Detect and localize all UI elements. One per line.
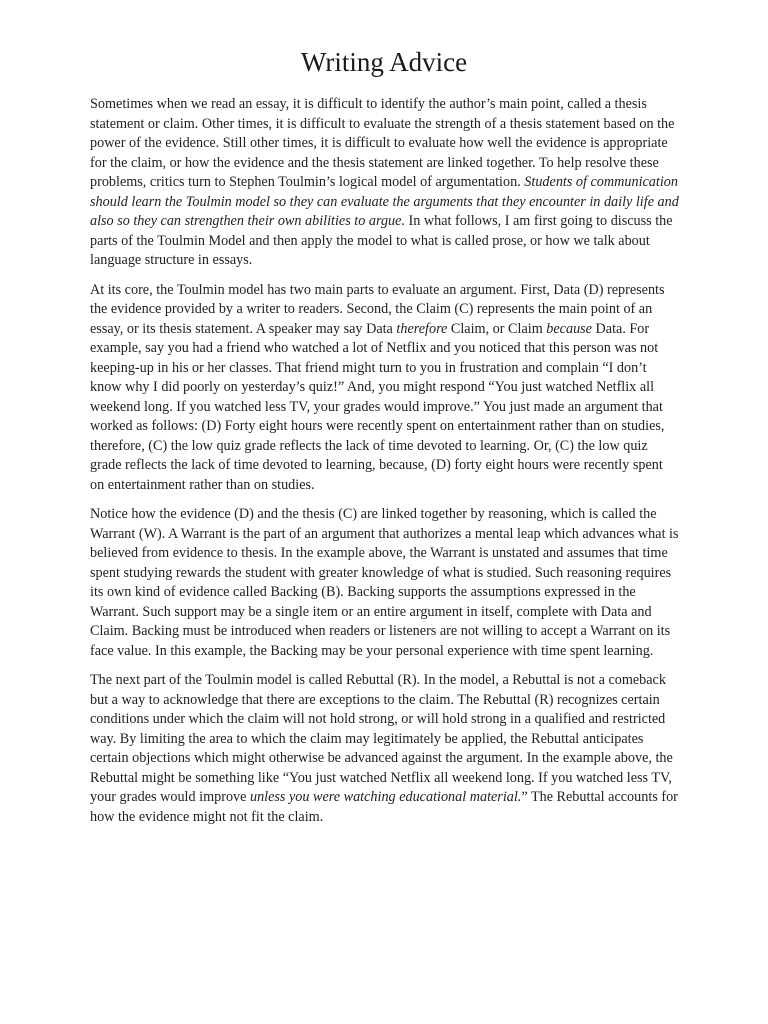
paragraph-text: Notice how the evidence (D) and the thesis (C) are linked together by reasoning, which is called the Warrant (W). A Warrant is the part of an argument that authorizes a mental leap which advances what is believed from evidence to thesis. In the example above, the Warrant is unstated and assumes that time spent studying rewards the student with greater knowledge of what is studied. Such reasoning requires its own kind of evidence called Backing (B). Backing supports the assumptions expressed in the Warrant. Such support may be a single item or an entire argument in itself, complete with Data and Claim. Backing must be introduced when readers or listeners are not willing to accept a Warrant on its face value. In this example, the Backing may be your personal experience with time spent learning.	[90, 506, 679, 659]
paragraph-text: In what follows, I am first going to discuss the parts of the Toulmin Model and then apply the model to what is called prose, or how we talk about language structure in essays.	[90, 213, 673, 268]
emphasized-text: Students of communication should learn the Toulmin model so they can evaluate the arguments that they encounter in daily life and also so they can strengthen their own abilities to argue.	[90, 174, 679, 229]
paragraph-text: Data. For example, say you had a friend who watched a lot of Netflix and you noticed that this person was not keeping-up in his or her classes. That friend might turn to you in frustration and complain “I don’t know why I did poorly on yesterday’s quiz!” And, you might respond “You just watched Netflix all weekend long. If you watched less TV, your grades would improve.” You just made an argument that worked as follows: (D) Forty eight hours were recently spent on entertainment rather than on studies, therefore, (C) the low quiz grade reflects the lack of time devoted to learning. Or, (C) the low quiz grade reflects the lack of time devoted to learning, because, (D) forty eight hours were recently spent on entertainment rather than on studies.	[90, 320, 665, 493]
emphasized-text: therefore	[396, 320, 448, 337]
emphasized-text: because	[546, 320, 592, 337]
paragraph	[90, 505, 680, 661]
paragraph	[90, 281, 680, 496]
paragraph	[90, 671, 680, 827]
paragraph-text: Sometimes when we read an essay, it is difficult to identify the author’s main point, called a thesis statement or claim. Other times, it is difficult to evaluate the strength of a thesis statement based on the power of the evidence. Still other times, it is difficult to evaluate how well the evidence is appropriate for the claim, or how the evidence and the thesis statement are linked together. To help resolve these problems, critics turn to Stephen Toulmin’s logical model of argumentation.	[90, 96, 675, 190]
paragraph-text: Claim, or Claim	[447, 320, 547, 337]
paragraph-text: ” The Rebuttal accounts for how the evidence might not fit the claim.	[90, 789, 678, 825]
paragraph	[90, 95, 680, 271]
document-body	[90, 95, 680, 837]
emphasized-text: unless you were watching educational material.	[249, 789, 522, 805]
paragraph-text: The next part of the Toulmin model is called Rebuttal (R). In the model, a Rebuttal is not a comeback but a way to acknowledge that there are exceptions to the claim. The Rebuttal (R) recognizes certain conditions under which the claim will not hold strong, or will hold strong in a qualified and restricted way. By limiting the area to which the claim may legitimately be applied, the Rebuttal anticipates certain objections which might otherwise be advanced against the argument. In the example above, the Rebuttal might be something like “You just watched Netflix all weekend long. If you watched less TV, your grades would improve	[90, 672, 673, 805]
document-title: Writing Advice	[300, 47, 468, 77]
paragraph-text: At its core, the Toulmin model has two main parts to evaluate an argument. First, Data (D) represents the evidence provided by a writer to readers. Second, the Claim (C) represents the main point of an essay, or its thesis statement. A speaker may say Data	[90, 281, 665, 337]
